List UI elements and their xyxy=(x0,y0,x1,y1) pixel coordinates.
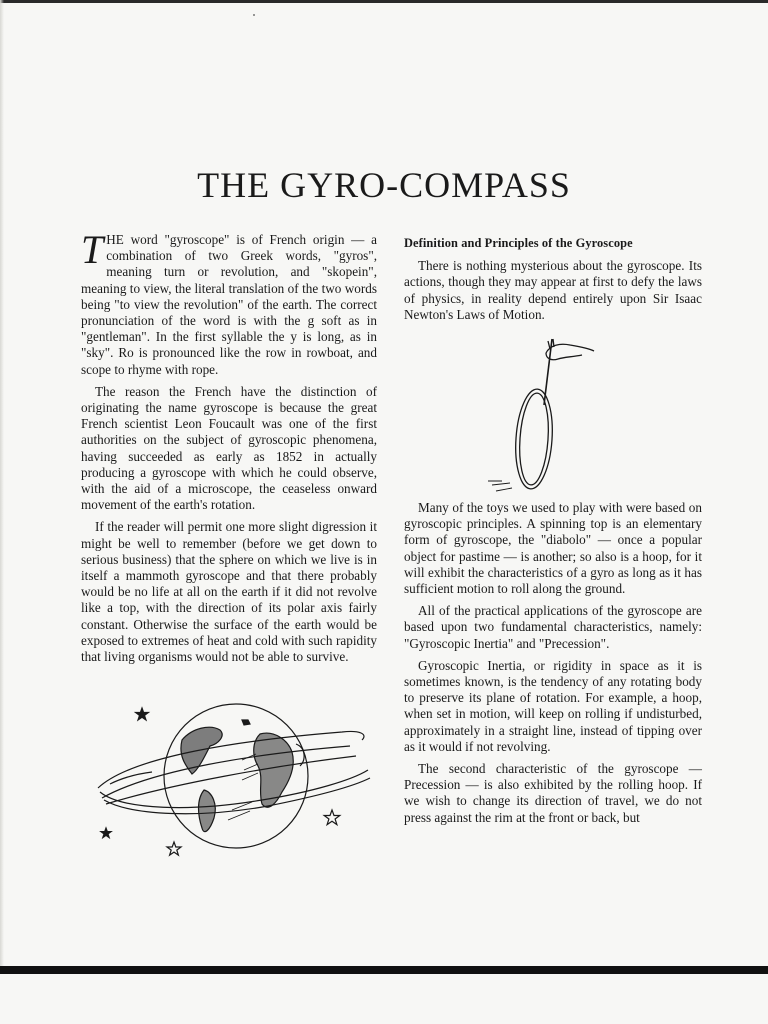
paper-speck xyxy=(253,14,255,16)
star-icon xyxy=(167,842,181,855)
bottom-border xyxy=(0,966,768,974)
inertia-paragraph: Gyroscopic Inertia, or rigidity in space as it is sometimes known, is the tendency of any rotating body to preserve its plane of rotation. For example, a hoop, when set in motion, will keep on rolling if undisturbed, approximately in a straight line, instead of tipping over as it would if not revolving. xyxy=(404,657,702,754)
left-column xyxy=(81,227,377,671)
hand-icon xyxy=(546,339,594,360)
star-icon xyxy=(136,708,149,720)
applications-paragraph: All of the practical applications of the gyroscope are based upon two fundamental characteristics, namely: "Gyroscopic Inertia" and "Precession". xyxy=(404,603,702,651)
toys-paragraph: Many of the toys we used to play with were based on gyroscopic principles. A spinning top is an elementary form of gyroscope, the "diabolo" — once a popular object for pastime — is another; so also is a hoop, for it will exhibit the characteristics of a gyro as long as it has sufficient motion to roll along the ground. xyxy=(404,500,702,597)
foucault-paragraph: The reason the French have the distinction of originating the name gyroscope is because the great French scientist Leon Foucault was one of the first authorities on the subject of gyroscopic phenomena, having succeeded as early as 1852 in actually producing a gyroscope with which he could observe, with the aid of a microscope, the ceaseless onward movement of the earth's rotation. xyxy=(81,383,377,513)
star-icon xyxy=(101,828,111,838)
hoop-illustration xyxy=(486,335,606,495)
section-subheading: Definition and Principles of the Gyroscope xyxy=(404,236,633,250)
earth-gyroscope-paragraph: If the reader will permit one more slight digression it might be well to remember (before we get down to serious business) that the sphere on which we live is in itself a mammoth gyroscope and that there probably would be no life at all on the earth if it did not revolve like a top, with the direction of its polar axis fairly constant. Otherwise the surface of the earth would be exposed to extremes of heat and cold with such rapidity that living organisms would not be able to survive. xyxy=(81,519,377,665)
right-column-top xyxy=(404,235,702,329)
right-column-bottom xyxy=(404,500,702,832)
intro-paragraph-text: HE word "gyroscope" is of French origin — a combination of two Greek words, "gyros", meaning turn or revolution, and "skopein", meaning to view, the literal translation of the two words being "to view the revolution" of the earth. The correct pronunciation of the word is with the g soft as in "gentleman". In the first syllable the y is long, as in "sky". Ro is pronounced like the row in rowboat, and scope to rhyme with rope. xyxy=(81,232,377,377)
page-title: THE GYRO-COMPASS xyxy=(197,165,571,205)
precession-paragraph: The second characteristic of the gyroscope — Precession — is also exhibited by the rolling hoop. If we wish to change its direction of travel, we do not press against the rim at the front or back, but xyxy=(404,761,702,825)
top-border xyxy=(0,0,768,3)
globe-illustration xyxy=(92,700,372,865)
page-edge-shadow xyxy=(0,0,4,966)
intro-paragraph xyxy=(81,227,377,378)
definition-paragraph: There is nothing mysterious about the gyroscope. Its actions, though they may appear at first to defy the laws of physics, in reality depend entirely upon Sir Isaac Newton's Laws of Motion. xyxy=(404,258,702,322)
drop-cap: T xyxy=(81,227,104,272)
star-icon xyxy=(324,810,340,825)
